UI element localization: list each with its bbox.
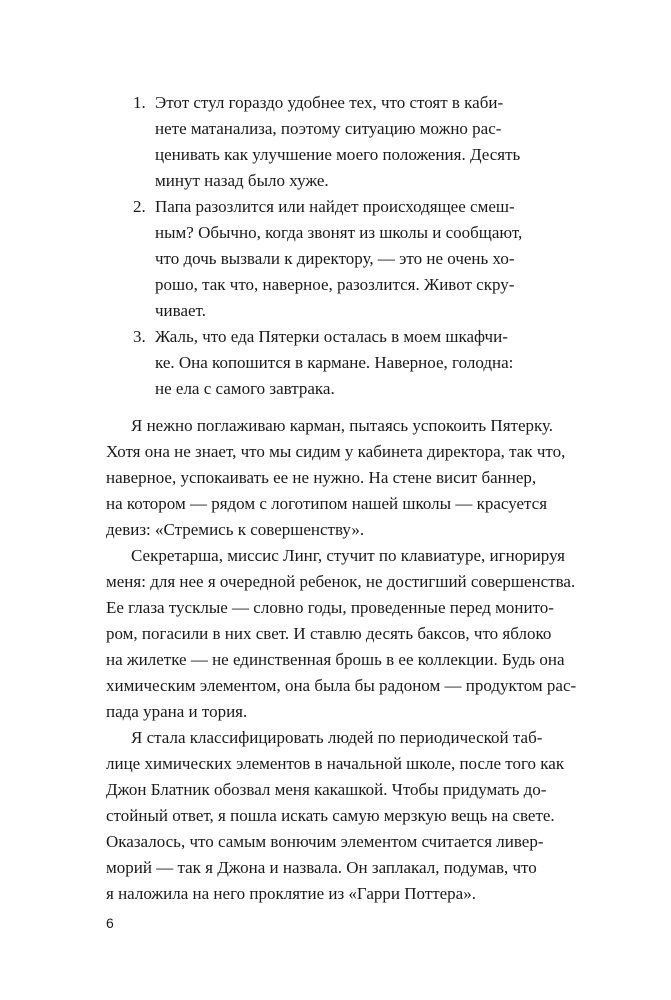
body-text [106,413,577,907]
text-line: Секретарша, миссис Линг, стучит по клавиатуре, игнорируя [131,546,565,565]
text-line: девиз: «Стремись к совершенству». [106,520,365,539]
list-item-number: 1. [133,93,146,112]
list-item [133,90,543,194]
list-item-line: чивает. [155,301,206,320]
list-item-line: ным? Обычно, когда звонят из школы и сообщают, [155,223,523,242]
list-item-line: что дочь вызвали к директору, — это не очень хо- [155,249,515,268]
list-item-line: ценивать как улучшение моего положения. Десять [155,145,521,164]
paragraph [106,413,566,543]
paragraph [106,725,566,907]
text-line: Я нежно поглаживаю карман, пытаясь успокоить Пятерку. [131,416,554,435]
text-line: морий — так я Джона и назвала. Он заплакал, подумав, что [106,858,537,877]
list-item-line: нете матанализа, поэтому ситуацию можно рас- [155,119,502,138]
list-item-number: 3. [133,327,146,346]
text-line: Ее глаза тусклые — словно годы, проведенные перед монито- [106,598,554,617]
list-item-line: Этот стул гораздо удобнее тех, что стоят в каби- [155,93,504,112]
text-line: меня: для нее я очередной ребенок, не достигший совершенства. [106,572,576,591]
list-item-number: 2. [133,197,146,216]
page-number: 6 [106,915,114,931]
text-line: на котором — рядом с логотипом нашей школы — красуется [106,494,548,513]
list-item-line: рошо, так что, наверное, разозлится. Живот скру- [155,275,515,294]
text-line: химическим элементом, она была бы радоном — продуктом рас- [106,676,577,695]
text-line: Джон Блатник обозвал меня какашкой. Чтобы придумать до- [106,780,547,799]
text-line: пада урана и тория. [106,702,248,721]
list-item-line: Жаль, что еда Пятерки осталась в моем шкафчи- [155,327,508,346]
list-item-line: ке. Она копошится в кармане. Наверное, голодна: [155,353,514,372]
text-line: Хотя она не знает, что мы сидим у кабинета директора, так что, [106,442,566,461]
paragraph [106,543,577,725]
list-item-line: Папа разозлится или найдет происходящее смеш- [155,197,515,216]
text-line: Оказалось, что самым вонючим элементом считается ливер- [106,832,544,851]
text-line: я наложила на него проклятие из «Гарри Поттера». [106,884,476,903]
numbered-list [133,90,543,402]
text-line: Я стала классифицировать людей по периодической таб- [131,728,543,747]
text-line: лице химических элементов в начальной школе, после того как [106,754,565,773]
text-line: на жилетке — не единственная брошь в ее коллекции. Будь она [106,650,565,669]
list-item [133,324,543,402]
list-item-line: не ела с самого завтрака. [155,379,335,398]
text-line: ром, погасили в них свет. И ставлю десять баксов, что яблоко [106,624,552,643]
text-line: наверное, успокаивать ее не нужно. На стене висит баннер, [106,468,537,487]
list-item [133,194,543,324]
text-line: стойный ответ, я пошла искать самую мерзкую вещь на свете. [106,806,555,825]
list-item-line: минут назад было хуже. [155,171,329,190]
